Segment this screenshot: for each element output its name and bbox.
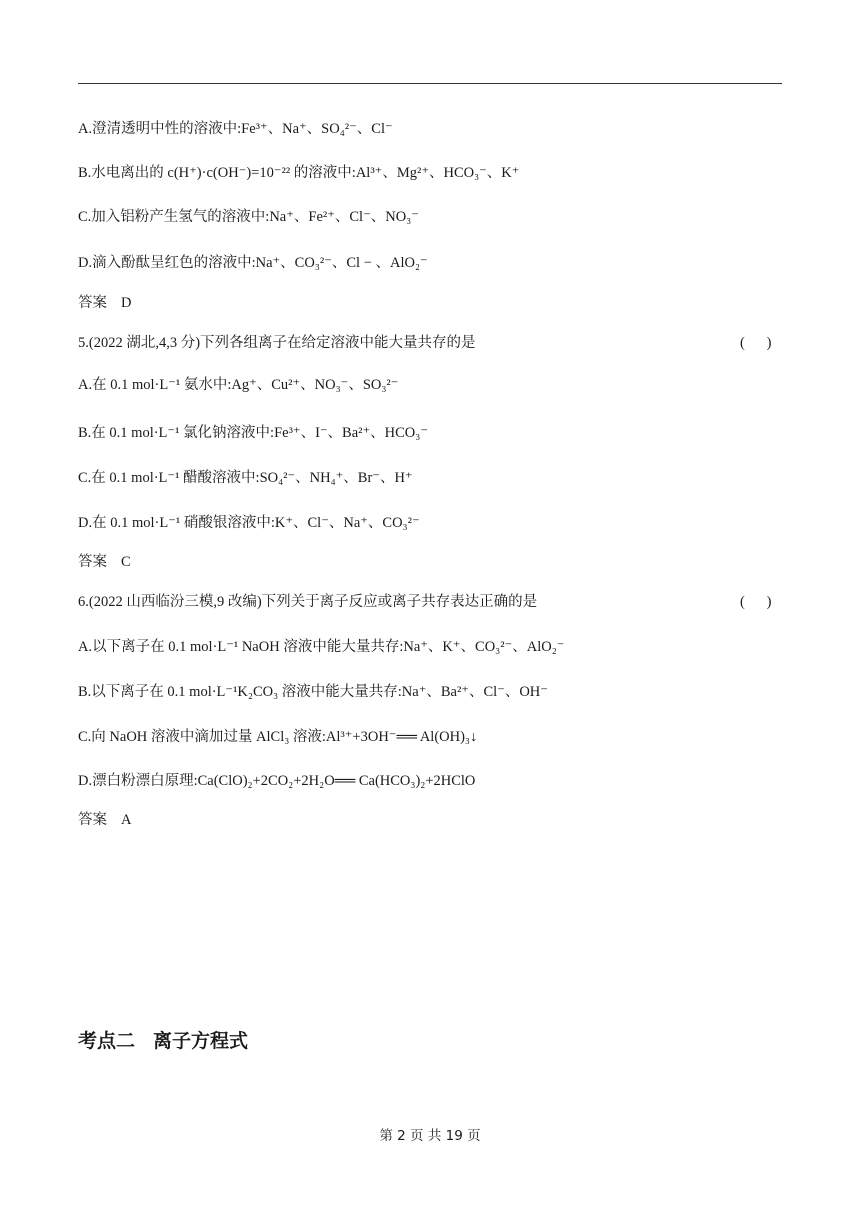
q6-answer bbox=[78, 810, 131, 830]
q5-answer bbox=[78, 552, 131, 572]
q4-option-a: A.澄清透明中性的溶液中:Fe³⁺、Na⁺、SO₄²⁻、Cl⁻ bbox=[78, 121, 393, 137]
q4-option-c: C.加入铝粉产生氢气的溶液中:Na⁺、Fe²⁺、Cl⁻、NO₃⁻ bbox=[78, 209, 419, 225]
q6-answer-blank: ( ) bbox=[740, 594, 772, 610]
q5-answer-blank: ( ) bbox=[740, 335, 772, 351]
q5-option-b: B.在 0.1 mol·L⁻¹ 氯化钠溶液中:Fe³⁺、I⁻、Ba²⁺、HCO₃⁻ bbox=[78, 425, 428, 441]
q4-option-b: B.水电离出的 c(H⁺)·c(OH⁻)=10⁻²² 的溶液中:Al³⁺、Mg²⁺、HCO₃⁻、K⁺ bbox=[78, 165, 520, 181]
q5-option-c: C.在 0.1 mol·L⁻¹ 醋酸溶液中:SO₄²⁻、NH₄⁺、Br⁻、H⁺ bbox=[78, 470, 413, 486]
section-title: 离子方程式 bbox=[153, 1030, 249, 1052]
header-rule bbox=[78, 83, 782, 84]
answer-value: A bbox=[121, 812, 132, 828]
answer-value: C bbox=[121, 554, 131, 570]
q6-option-a: A.以下离子在 0.1 mol·L⁻¹ NaOH 溶液中能大量共存:Na⁺、K⁺、CO₃²⁻、AlO₂⁻ bbox=[78, 639, 565, 655]
page-footer: 第 2 页 共 19 页 bbox=[379, 1128, 481, 1144]
q4-answer bbox=[78, 293, 131, 313]
answer-label: 答案 bbox=[78, 295, 107, 311]
q5-option-a: A.在 0.1 mol·L⁻¹ 氨水中:Ag⁺、Cu²⁺、NO₃⁻、SO₃²⁻ bbox=[78, 377, 399, 393]
q6-stem: 6.(2022 山西临汾三模,9 改编)下列关于离子反应或离子共存表达正确的是 bbox=[78, 594, 538, 610]
section-heading bbox=[78, 1028, 248, 1054]
q6-option-b: B.以下离子在 0.1 mol·L⁻¹K₂CO₃ 溶液中能大量共存:Na⁺、Ba²⁺、Cl⁻、OH⁻ bbox=[78, 684, 548, 700]
q6-option-c: C.向 NaOH 溶液中滴加过量 AlCl₃ 溶液:Al³⁺+3OH⁻══ Al(OH)₃↓ bbox=[78, 729, 478, 745]
answer-value: D bbox=[121, 295, 132, 311]
q5-stem: 5.(2022 湖北,4,3 分)下列各组离子在给定溶液中能大量共存的是 bbox=[78, 335, 476, 351]
q4-option-d: D.滴入酚酞呈红色的溶液中:Na⁺、CO₃²⁻、Cl − 、AlO₂⁻ bbox=[78, 255, 428, 271]
answer-label: 答案 bbox=[78, 812, 107, 828]
answer-label: 答案 bbox=[78, 554, 107, 570]
section-number: 考点二 bbox=[78, 1030, 136, 1052]
q6-option-d: D.漂白粉漂白原理:Ca(ClO)₂+2CO₂+2H₂O══ Ca(HCO₃)₂+2HClO bbox=[78, 773, 476, 789]
q5-option-d: D.在 0.1 mol·L⁻¹ 硝酸银溶液中:K⁺、Cl⁻、Na⁺、CO₃²⁻ bbox=[78, 515, 420, 531]
